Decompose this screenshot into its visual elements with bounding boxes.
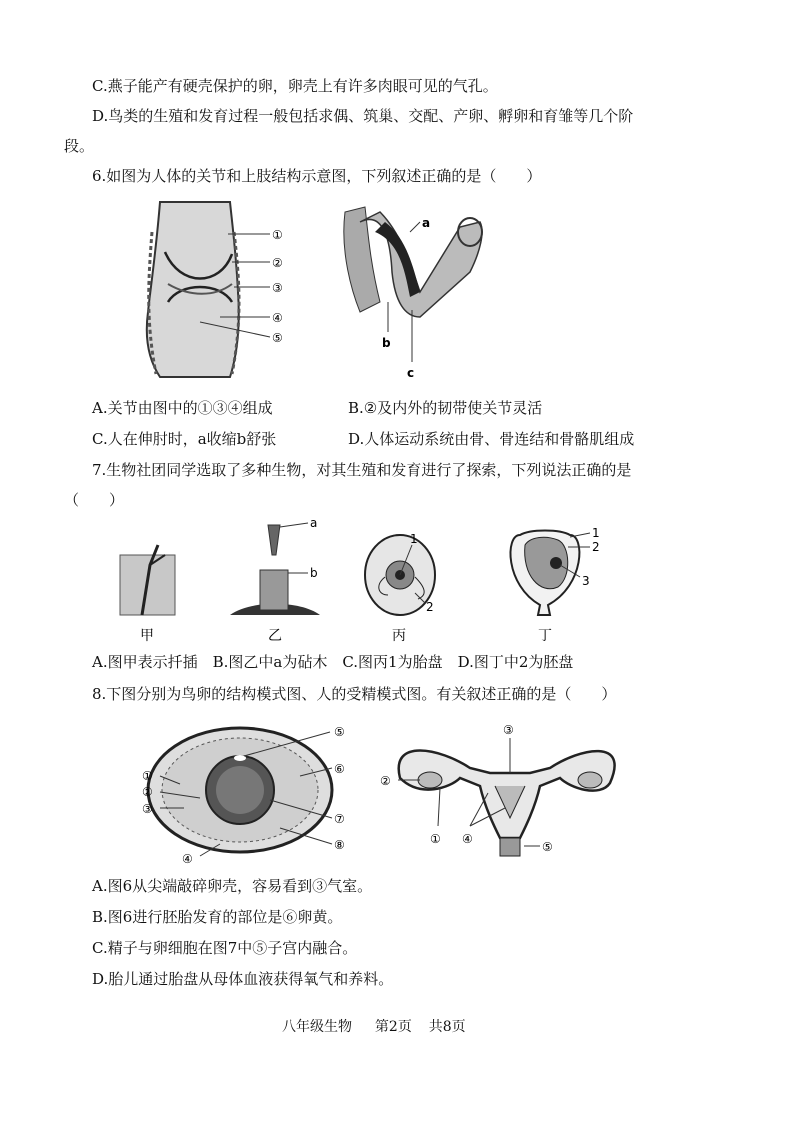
q7-figure [110, 515, 630, 645]
egg-label-6: ⑥ [334, 762, 345, 776]
q7-paren: （ ） [64, 491, 125, 509]
footer-page: 第2页 [374, 1019, 412, 1035]
page-footer [282, 1016, 466, 1036]
fig-ding [510, 526, 599, 644]
egg-label-5: ⑤ [334, 725, 345, 739]
footer-total: 共8页 [428, 1019, 466, 1035]
egg-label-4: ④ [182, 852, 193, 866]
repro-label-4: ④ [462, 832, 473, 846]
q7-options: A.图甲表示扦插 B.图乙中a为砧木 C.图丙1为胎盘 D.图丁中2为胚盘 [92, 653, 574, 671]
egg-label-7: ⑦ [334, 812, 345, 826]
repro-label-2: ② [380, 774, 391, 788]
q5-option-c: C.燕子能产有硬壳保护的卵，卵壳上有许多肉眼可见的气孔。 [92, 77, 498, 95]
ding-label-3: 3 [582, 574, 590, 588]
arm-diagram [344, 207, 482, 380]
q8-figure [140, 718, 620, 868]
reproductive-system-diagram [380, 723, 615, 856]
bird-egg-diagram [142, 725, 345, 866]
q8-option-d: D.胎儿通过胎盘从母体血液获得氧气和养料。 [92, 970, 394, 988]
q8-option-c: C.精子与卵细胞在图7中⑤子宫内融合。 [92, 939, 358, 957]
q8-stem: 8.下图分别为鸟卵的结构模式图、人的受精模式图。有关叙述正确的是（ ） [92, 685, 617, 703]
joint-diagram [147, 202, 283, 377]
joint-label-4: ④ [272, 311, 283, 325]
fig-yi [230, 516, 320, 644]
repro-label-1: ① [430, 832, 441, 846]
q6-figure [120, 192, 520, 382]
caption-bing: 丙 [392, 628, 406, 644]
bing-label-2: 2 [426, 600, 434, 614]
fig-jia [120, 545, 175, 644]
joint-label-2: ② [272, 256, 283, 270]
yi-label-b: b [310, 566, 318, 580]
q6-option-d: D.人体运动系统由骨、骨连结和骨骼肌组成 [348, 430, 635, 448]
ding-label-1: 1 [592, 526, 600, 540]
q8-option-a: A.图6从尖端敲碎卵壳，容易看到③气室。 [92, 877, 373, 895]
egg-label-8: ⑧ [334, 838, 345, 852]
caption-yi: 乙 [268, 628, 282, 644]
q6-option-b: B.②及内外的韧带使关节灵活 [348, 399, 543, 417]
q6-option-c: C.人在伸肘时，a收缩b舒张 [92, 430, 277, 448]
footer-subject: 八年级生物 [282, 1019, 352, 1035]
q6-stem: 6.如图为人体的关节和上肢结构示意图，下列叙述正确的是（ ） [92, 167, 542, 185]
joint-label-3: ③ [272, 281, 283, 295]
q5-option-d: D.鸟类的生殖和发育过程一般包括求偶、筑巢、交配、产卵、孵卵和育雏等几个阶 [92, 107, 634, 125]
repro-label-3: ③ [503, 723, 514, 737]
q7-stem: 7.生物社团同学选取了多种生物，对其生殖和发育进行了探索，下列说法正确的是 [92, 461, 632, 479]
joint-label-1: ① [272, 228, 283, 242]
fig-bing [365, 532, 435, 644]
caption-jia: 甲 [140, 628, 154, 644]
joint-label-5: ⑤ [272, 331, 283, 345]
arm-label-c: c [407, 366, 415, 380]
egg-label-1: ① [142, 769, 153, 783]
ding-label-2: 2 [592, 540, 600, 554]
repro-label-5: ⑤ [542, 840, 553, 854]
q5-option-d-cont: 段。 [64, 137, 95, 155]
egg-label-3: ③ [142, 802, 153, 816]
bing-label-1: 1 [410, 532, 418, 546]
yi-label-a: a [310, 516, 318, 530]
arm-label-a: a [422, 216, 431, 230]
q8-option-b: B.图6进行胚胎发育的部位是⑥卵黄。 [92, 908, 343, 926]
arm-label-b: b [382, 336, 391, 350]
caption-ding: 丁 [538, 628, 552, 644]
q6-option-a: A.关节由图中的①③④组成 [92, 399, 273, 417]
egg-label-2: ② [142, 785, 153, 799]
